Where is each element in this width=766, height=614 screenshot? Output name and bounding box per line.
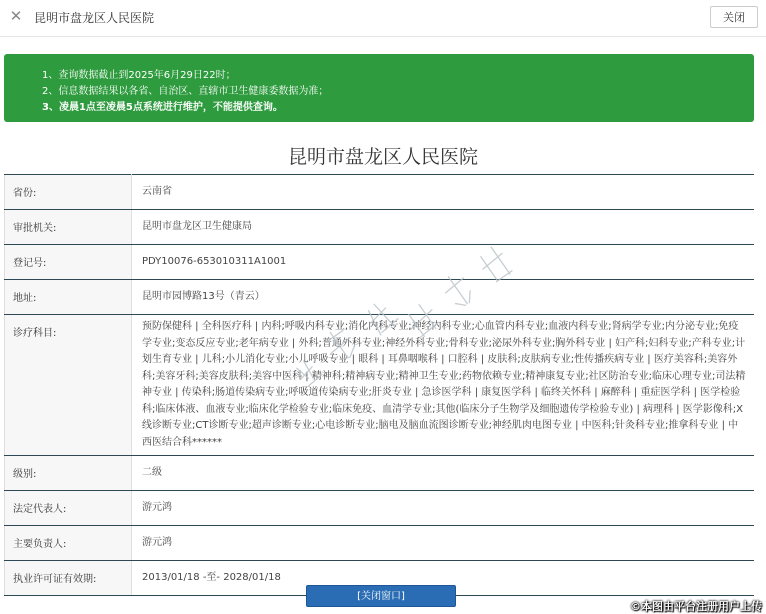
field-value: PDY10076-653010311A1001 [132, 245, 755, 280]
hospital-title: 昆明市盘龙区人民医院 [287, 146, 478, 168]
notice-line-3: 3、凌晨1点至凌晨5点系统进行维护，不能提供查询。 [42, 102, 283, 113]
field-label: 地址: [5, 280, 132, 315]
field-label: 登记号: [5, 245, 132, 280]
notice-line-2: 2、信息数据结果以各省、自治区、直辖市卫生健康委数据为准； [42, 86, 329, 97]
notice-banner [4, 54, 754, 122]
field-value: 云南省 [132, 175, 755, 210]
field-value: 昆明市园博路13号（青云） [132, 280, 755, 315]
field-value: 2013/01/18 -至- 2028/01/18 [132, 561, 755, 596]
close-icon[interactable]: ✕ [9, 7, 23, 25]
notice-line-1: 1、查询数据截止到2025年6月29日22时； [42, 70, 236, 81]
row-legal-representative [5, 491, 755, 526]
row-level [5, 456, 755, 491]
row-registration-number [5, 245, 755, 280]
row-approval-authority [5, 210, 755, 245]
field-label: 执业许可证有效期: [5, 561, 132, 596]
field-label: 法定代表人: [5, 491, 132, 526]
row-principal [5, 526, 755, 561]
field-value: 游元鸿 [132, 491, 755, 526]
dialog-title: 昆明市盘龙区人民医院 [34, 11, 155, 25]
field-label: 诊疗科目: [5, 315, 132, 456]
close-button[interactable]: 关闭 [710, 6, 758, 28]
row-departments [5, 315, 755, 456]
copyright-notice: ©本图由平台注册用户上传 [630, 600, 762, 613]
dialog-header [0, 0, 766, 37]
field-value: 昆明市盘龙区卫生健康局 [132, 210, 755, 245]
row-address [5, 280, 755, 315]
info-table [4, 174, 754, 596]
row-province [5, 175, 755, 210]
field-value: 游元鸿 [132, 526, 755, 561]
field-label: 级别: [5, 456, 132, 491]
field-value: 二级 [132, 456, 755, 491]
field-label: 省份: [5, 175, 132, 210]
field-value: 预防保健科 | 全科医疗科 | 内科;呼吸内科专业;消化内科专业;神经内科专业;心血管内科专业;血液内科专业;肾病学专业;内分泌专业;免疫学专业;变态反应专业;老年病专业 | 外科;普通外科专业;神经外科专业;骨科专业;泌尿外科专业;胸外科专业 | 妇产科;妇科专业;产科专业;计划生育专业 | 儿科;小儿消化专业;小儿呼吸专业 | 眼科 | 耳鼻咽喉科 | 口腔科 | 皮肤科;皮肤病专业;性传播疾病专业 | 医疗美容科;美容外科;美容牙科;美容皮肤科;美容中医科 | 精神科;精神病专业;精神卫生专业;药物依赖专业;精神康复专业;社区防治专业;临床心理专业;司法精神专业 | 传染科;肠道传染病专业;呼吸道传染病专业;肝炎专业 | 急诊医学科 | 康复医学科 | 临终关怀科 | 麻醉科 | 重症医学科 | 医学检验科;临床体液、血液专业;临床化学检验专业;临床免疫、血清学专业;其他(临床分子生物学及细胞遗传学检验专业) | 病理科 | 医学影像科;X线诊断专业;CT诊断专业;超声诊断专业;心电诊断专业;脑电及脑血流图诊断专业;神经肌肉电图专业 | 中医科;针灸科专业;推拿科专业 | 中西医结合科****** [132, 315, 755, 456]
field-label: 主要负责人: [5, 526, 132, 561]
field-label: 审批机关: [5, 210, 132, 245]
close-window-button[interactable]: [关闭窗口] [306, 585, 456, 607]
